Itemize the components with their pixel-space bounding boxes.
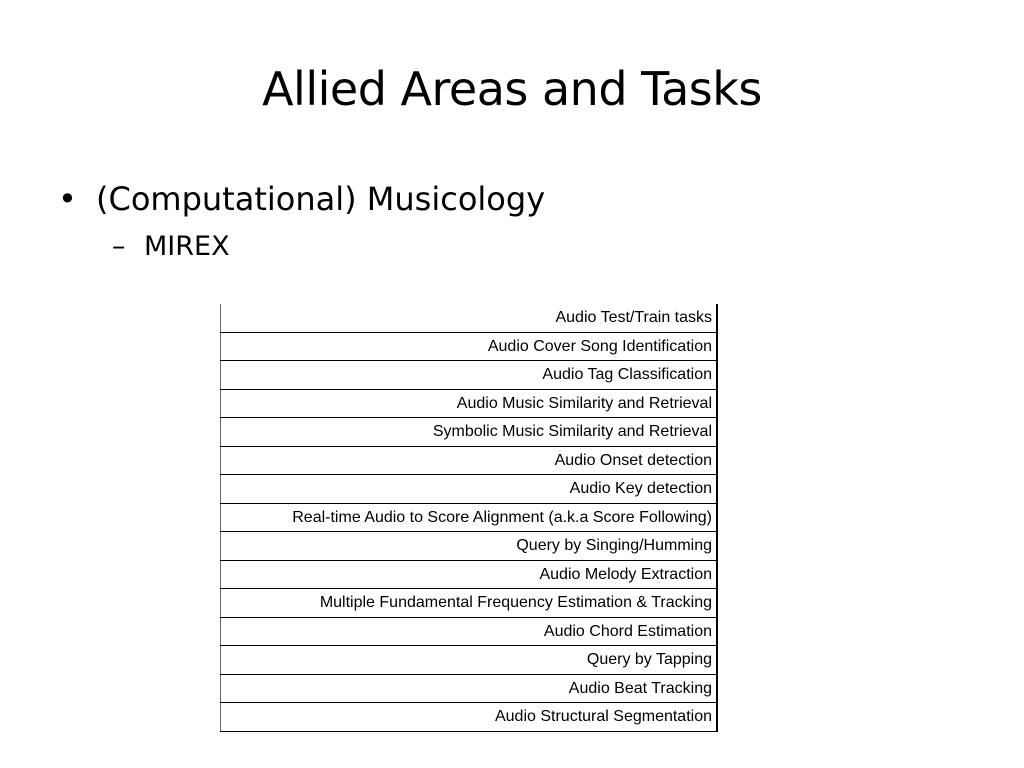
bullet-text: (Computational) Musicology [96, 180, 546, 218]
bullet-item [58, 180, 545, 218]
task-cell: Symbolic Music Similarity and Retrieval [221, 418, 718, 447]
task-cell: Audio Tag Classification [221, 361, 718, 390]
table-row [221, 589, 718, 618]
task-cell: Audio Onset detection [221, 446, 718, 475]
task-cell: Query by Singing/Humming [221, 532, 718, 561]
task-cell: Audio Beat Tracking [221, 674, 718, 703]
table-row [221, 560, 718, 589]
task-table-body [221, 304, 718, 731]
table-row [221, 475, 718, 504]
table-row [221, 532, 718, 561]
task-cell: Audio Structural Segmentation [221, 703, 718, 732]
task-cell: Audio Test/Train tasks [221, 304, 718, 332]
task-cell: Audio Key detection [221, 475, 718, 504]
bullet-dot-icon: • [58, 180, 77, 218]
table-row [221, 332, 718, 361]
mirex-task-table [220, 304, 718, 732]
task-cell: Real-time Audio to Score Alignment (a.k.a Score Following) [221, 503, 718, 532]
task-cell: Audio Music Similarity and Retrieval [221, 389, 718, 418]
slide-title: Allied Areas and Tasks [262, 62, 762, 116]
table-row [221, 674, 718, 703]
dash-icon: – [112, 231, 126, 262]
table-row [221, 617, 718, 646]
task-cell: Audio Cover Song Identification [221, 332, 718, 361]
table-row [221, 418, 718, 447]
task-cell: Audio Chord Estimation [221, 617, 718, 646]
task-cell: Audio Melody Extraction [221, 560, 718, 589]
task-cell: Multiple Fundamental Frequency Estimation & Tracking [221, 589, 718, 618]
task-cell: Query by Tapping [221, 646, 718, 675]
table-row [221, 446, 718, 475]
sub-bullet-text: MIREX [144, 231, 230, 262]
table-row [221, 361, 718, 390]
table-row [221, 703, 718, 732]
table-row [221, 389, 718, 418]
sub-bullet-item [112, 231, 230, 263]
table-row [221, 304, 718, 332]
table-row [221, 503, 718, 532]
table-row [221, 646, 718, 675]
